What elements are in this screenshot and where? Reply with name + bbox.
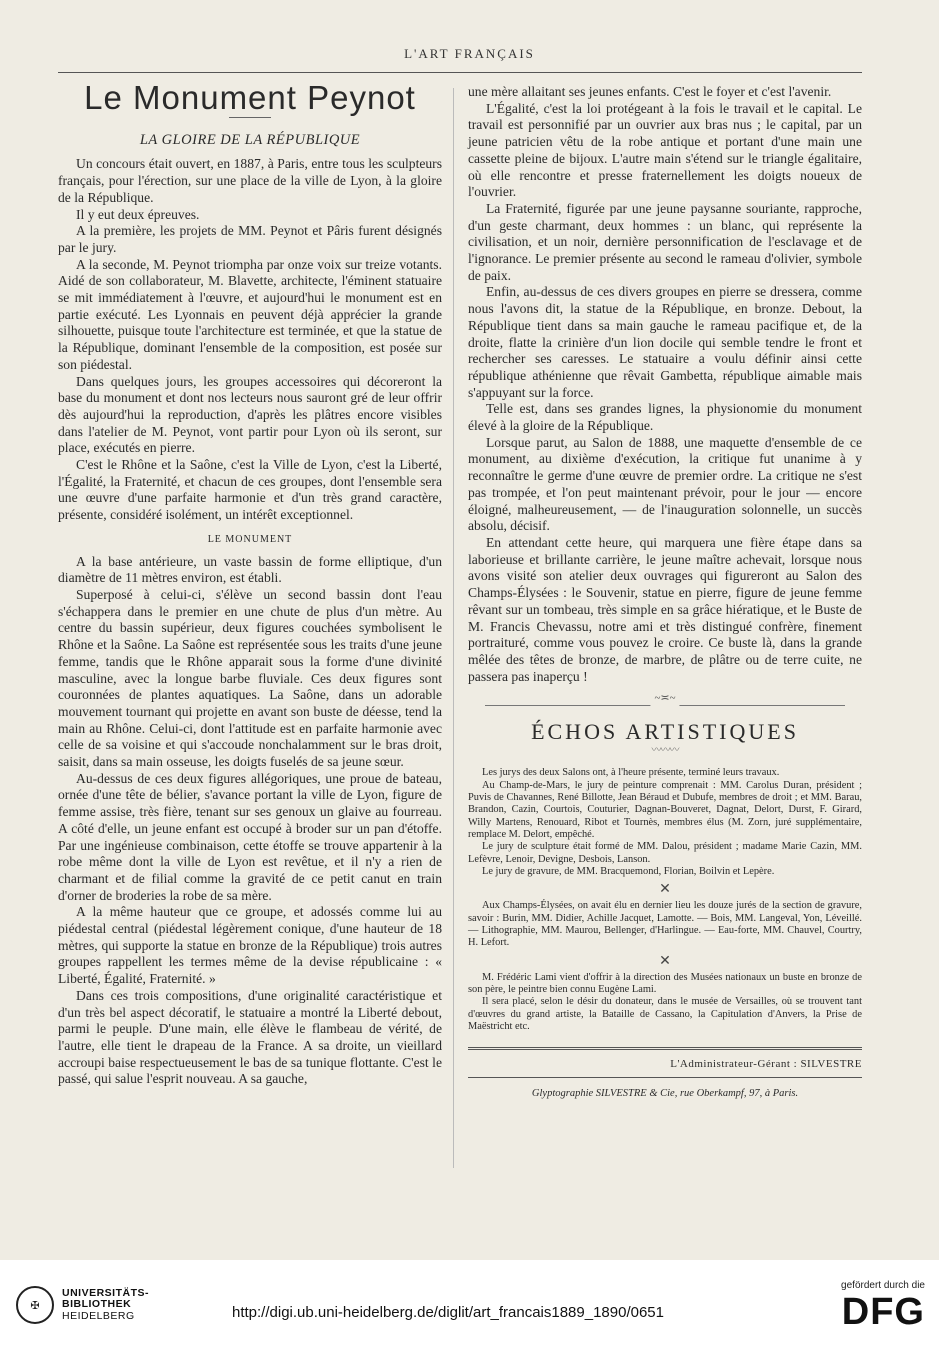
- echo-paragraph: Il sera placé, selon le désir du donateur, dans le musée de Versailles, où se trouvent tant d'œuvres du grand artiste, la Bataille de Cassano, la Capitulation d'Anvers, la Prise de Maëstricht etc.: [468, 996, 862, 1033]
- administrator-line: L'Administrateur-Gérant : SILVESTRE: [670, 1058, 862, 1071]
- library-name-line: HEIDELBERG: [62, 1309, 135, 1322]
- right-column: [468, 84, 862, 1103]
- column-divider: [453, 88, 454, 1168]
- echos-title: ÉCHOS ARTISTIQUES: [531, 719, 799, 745]
- paragraph: Enfin, au-dessus de ces divers groupes en pierre se dressera, comme nous l'avons dit, la statue de la République, en bronze. Debout, la République tient dans sa main gauche le rameau pacifique et, de la droite, flatte la crinière d'un lion docile qui semble tendre le front et rechercher ses caresses. Le statuaire a voulu définir ainsi cette république athénienne que rêvait Gambetta, république aimable mais s'appuyant sur la force.: [468, 284, 862, 400]
- dfg-wordmark: DFG: [841, 1291, 925, 1333]
- library-name-line: BIBLIOTHEK: [62, 1298, 132, 1311]
- library-logo[interactable]: [16, 1286, 149, 1324]
- echo-paragraph: Aux Champs-Élysées, on avait élu en dernier lieu les douze jurés de la section de gravure, savoir : Burin, MM. Didier, Achille Jacquet, Lamotte. — Bois, MM. Langeval, Yon, Léveillé. — Lithographie, MM. Maurou, Bellenger, d'Harlingue. — Eau-forte, MM. Chauvel, Courtry, H. Lefort.: [468, 900, 862, 949]
- paragraph: Superposé à celui-ci, s'élève un second bassin dont l'eau s'échappera dans le premier en une chute de plus d'un mètre. Au centre du bassin supérieur, deux figures couchées symbolisent le Rhône et la Saône. La Saône est représentée sous les traits d'une jeune femme, tandis que le Rhône apparait sous la forme d'une divinité masculine, avec la longue barbe fluviale. Ces deux figures sont couronnées de plantes aquatiques. La Saône, dans un adorable mouvement tournant qui projette en avant son buste de déesse, tend la main au Rhône. Celui-ci, dont l'attitude est en parfaite harmonie avec celle de sa voisine et qui s'accoude nonchalamment sur le bras droit, saisit, dans sa main osseuse, les doigts fuselés de sa jeune sœur.: [58, 586, 442, 770]
- double-rule: [468, 1047, 862, 1050]
- paragraph: Il y eut deux épreuves.: [76, 206, 200, 222]
- ornament-icon: ~≍~: [650, 690, 679, 707]
- paragraph: La Fraternité, figurée par une jeune paysanne souriante, rapproche, d'un geste charmant, deux hommes : un blanc, qui représente la civilisation, et un noir, dernière personnification de l'esclavage et de l'ignorance. Le premier présente au second le rameau d'olivier, symbole de paix.: [468, 200, 862, 283]
- running-head: L'ART FRANÇAIS: [404, 46, 535, 61]
- article-title: Le Monument Peynot: [84, 79, 416, 116]
- cross-separator-icon: ✕: [659, 953, 671, 969]
- cross-separator-icon: ✕: [659, 882, 671, 898]
- section-heading: LE MONUMENT: [207, 533, 293, 545]
- thin-rule: [468, 1077, 862, 1078]
- library-name-line: UNIVERSITÄTS-: [62, 1286, 150, 1299]
- left-column: [58, 79, 442, 1088]
- paragraph: A la première, les projets de MM. Peynot et Pâris furent désignés par le jury.: [58, 223, 442, 255]
- title-rule: [229, 117, 271, 118]
- paragraph: En attendant cette heure, qui marquera une fière étape dans sa laborieuse et brillante carrière, le jeune maître achevait, lorsque nous avons visité son atelier deux ouvrages qui figureront au Salon des Champs-Élysées : le Souvenir, statue en pierre, figure de jeune femme rêvant sur un tombeau, très simple en sa grâce hiératique, et le Buste de M. Francis Chevassu, notre ami et très distingué confrère, finement portraituré, comme vous pouvez le croire. Ce buste là, dans la grande mêlée des têtes de bronze, de marbre, de plâtre ou de terre cuite, ne passera pas inaperçu !: [468, 534, 862, 684]
- paragraph: A la base antérieure, un vaste bassin de forme elliptique, d'un diamètre de 11 mètres environ, est établi.: [58, 553, 442, 586]
- wave-ornament-icon: 〰〰〰: [651, 744, 679, 756]
- echo-paragraph: Au Champ-de-Mars, le jury de peinture comprenait : MM. Carolus Duran, président ; Puvis de Chavannes, René Billotte, Jean Béraud et Dubufe, membres de droit ; et MM. Barau, Brandon, Cazin, Courtois, Couturier, Dagnan-Bouveret, Dagnat, Delort, Durst, F. Girard, Willy Martens, Renouard, Ribot et Tournès, membres élus (M. Zorn, juré supplémentaire, remplace M. Delort, empêché.: [468, 779, 862, 840]
- paragraph: Au-dessus de ces deux figures allégoriques, une proue de bateau, ornée d'une tête de bélier, s'avance portant la ville de Lyon, figure de femme assise, très fière, tenant sur ses genoux un glaive au fourreau. A côté d'elle, un jeune enfant est occupé à broder sur un pan d'étoffe. Par une ingénieuse combinaison, cette étoffe se trouve appartenir à la robe même dont la ville de Lyon est revêtue, et il n'y a rien de charmant et de filial comme la gravité de ce petit canut en train d'orner de broderies la robe de sa mère.: [58, 770, 442, 903]
- digitization-footer: [0, 1260, 939, 1356]
- paragraph: A la seconde, M. Peynot triompha par onze voix sur treize votants. Aidé de son collaborateur, M. Blavette, architecte, l'éminent statuaire se mit immédiatement à l'œuvre, et aujourd'hui le monument est en partie exécuté. Les Lyonnais en peuvent déjà apprécier la grande silhouette, puisque toute l'architecture est terminée, et que la statue de la République, dominant l'ensemble de la composition, est posée sur son piédestal.: [58, 256, 442, 372]
- paragraph: une mère allaitant ses jeunes enfants. C'est le foyer et c'est l'avenir.: [468, 84, 832, 99]
- echo-paragraph: Le jury de gravure, de MM. Bracquemond, Florian, Boilvin et Lepère.: [482, 865, 775, 877]
- paragraph: Dans ces trois compositions, d'une originalité caractéristique et d'un très bel aspect décoratif, le statuaire a montré la Liberté debout, parmi le peuple. D'une main, elle élève le flambeau de vérité, de l'autre, elle tient le drapeau de la France. A sa droite, un vieillard accroupi baise respectueusement le bas de sa tunique flottante. C'est le passé, qui salue l'esprit nouveau. A sa gauche,: [58, 987, 442, 1087]
- dfg-logo[interactable]: [841, 1280, 925, 1333]
- paragraph: Lorsque parut, au Salon de 1888, une maquette d'ensemble de ce monument, au dixième d'exécution, la critique fut unanime à y reconnaître le germe d'une œuvre de premier ordre. La critique ne s'est pas trompée, et l'on peut maintenant prévoir, pour le jour — encore éloigné, malheureusement, — de l'inauguration solonnelle, un succès absolu, décisif.: [468, 434, 862, 534]
- paragraph: Dans quelques jours, les groupes accessoires qui décoreront la base du monument et dont nos lecteurs nous sauront gré de leur offrir dès aujourd'hui la reproduction, d'après les plâtres encore visibles dans l'atelier de M. Peynot, vont partir pour Lyon où ils seront, sur place, exécutés en pierre.: [58, 373, 442, 456]
- echo-paragraph: Les jurys des deux Salons ont, à l'heure présente, terminé leurs travaux.: [482, 767, 780, 779]
- funded-by-text: gefördert durch die: [841, 1280, 925, 1291]
- header-rule: [58, 72, 862, 73]
- article-subtitle: LA GLOIRE DE LA RÉPUBLIQUE: [139, 131, 361, 148]
- paragraph: A la même hauteur que ce groupe, et adossés comme lui au piédestal central (piédestal légèrement conique, d'une hauteur de 18 mètres, qui supporte la statue en bronze de la République) trois autres groupes rappellent les termes même de la devise républicaine : « Liberté, Égalité, Fraternité. »: [58, 904, 442, 987]
- library-name: [62, 1288, 149, 1323]
- printer-credit: Glyptographie SILVESTRE & Cie, rue Oberkampf, 97, à Paris.: [531, 1088, 799, 1100]
- university-seal-icon: ✠: [16, 1286, 54, 1324]
- paragraph: C'est le Rhône et la Saône, c'est la Ville de Lyon, c'est la Liberté, l'Égalité, la Fraternité, et chacun de ces groupes, dont l'ensemble sera une œuvre d'une parfaite harmonie et d'un très grand caractère, présente, considéré isolément, un intérêt exceptionnel.: [58, 457, 442, 523]
- permalink-url[interactable]: http://digi.ub.uni-heidelberg.de/diglit/art_francais1889_1890/0651: [232, 1304, 664, 1321]
- paragraph: L'Égalité, c'est la loi protégeant à la fois le travail et le capital. Le travail est personnifié par un ouvrier aux bras nus ; le capital, par un jeune patricien vêtu de la robe antique et portant d'une main une cassette pleine de bijoux. L'autre main s'étend sur le triangle égalitaire, où elle rencontre et presse fraternellement les doigts noueux de l'ouvrier.: [468, 100, 862, 200]
- ornament-divider: [468, 692, 862, 714]
- paragraph: Telle est, dans ses grandes lignes, la physionomie du monument élevé à la gloire de la République.: [468, 401, 862, 434]
- echos-section: [468, 767, 862, 1033]
- echo-paragraph: M. Frédéric Lami vient d'offrir à la direction des Musées nationaux un buste en bronze de son père, le peintre bien connu Eugène Lami.: [468, 971, 862, 996]
- paragraph: Un concours était ouvert, en 1887, à Paris, entre tous les sculpteurs français, pour l'érection, sur une place de la ville de Lyon, à la gloire de la République.: [58, 156, 442, 205]
- echo-paragraph: Le jury de sculpture était formé de MM. Dalou, président ; madame Marie Cazin, MM. Lefèvre, Lenoir, Devigne, Desbois, Lanson.: [468, 841, 862, 865]
